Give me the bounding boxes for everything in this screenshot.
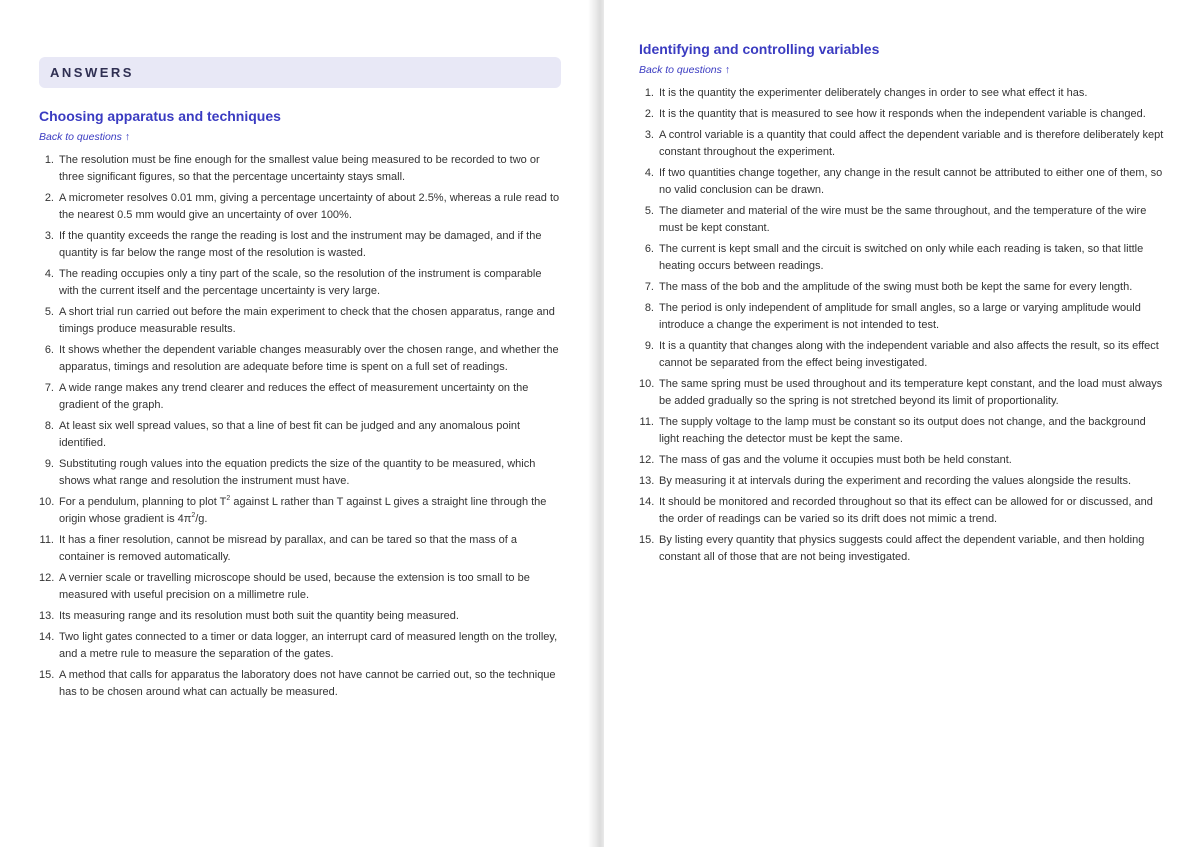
list-item: 6. The current is kept small and the circuit is switched on only while each reading is taken, so that little heating occurs between readings. (644, 243, 1144, 272)
list-item: 5. A short trial run carried out before the main experiment to check that the chosen apparatus, range and timings produce measurable results. (44, 306, 555, 335)
list-item: 4. The reading occupies only a tiny part of the scale, so the resolution of the instrument is comparable with the current itself and the percentage uncertainty is very large. (44, 268, 542, 297)
list-item: 1. The resolution must be fine enough for the smallest value being measured to be recorded to two or three significant figures, so that the percentage uncertainty stays small. (44, 154, 540, 183)
list-item: 12. The mass of gas and the volume it occupies must both be held constant. (639, 454, 1012, 466)
right-page (604, 0, 1200, 847)
list-item: 7. The mass of the bob and the amplitude of the swing must both be kept the same for every length. (644, 281, 1133, 293)
up-arrow-icon: ↑ (724, 64, 731, 76)
up-arrow-icon: ↑ (124, 131, 131, 143)
list-item: 8. At least six well spread values, so that a line of best fit can be judged and any anomalous point identified. (44, 420, 521, 449)
left-page (0, 0, 596, 847)
back-to-questions-link[interactable] (39, 131, 130, 143)
answers-banner: ANSWERS (39, 57, 561, 88)
list-item: 7. A wide range makes any trend clearer and reduces the effect of measurement uncertainty on the gradient of the graph. (44, 382, 529, 411)
list-item: 15. A method that calls for apparatus the laboratory does not have cannot be carried out, so the technique has to be chosen around what can actually be measured. (39, 669, 556, 698)
answer-list-apparatus (39, 152, 561, 701)
back-link-label: Back to questions (639, 64, 722, 76)
list-item: 2. A micrometer resolves 0.01 mm, giving a percentage uncertainty of about 2.5%, whereas a rule read to the nearest 0.5 mm would give an uncertainty of over 100%. (44, 192, 560, 221)
list-item: 13. By measuring it at intervals during the experiment and recording the values alongside the results. (639, 475, 1132, 487)
list-item: 9. Substituting rough values into the equation predicts the size of the quantity to be measured, which shows what range and resolution the instrument must have. (44, 458, 536, 487)
list-item: 4. If two quantities change together, any change in the result cannot be attributed to either one of them, so no valid conclusion can be drawn. (644, 167, 1163, 196)
list-item: 8. The period is only independent of amplitude for small angles, so a large or varying amplitude would introduce a change the experiment is not intended to test. (644, 302, 1141, 331)
list-item: 3. A control variable is a quantity that could affect the dependent variable and is therefore deliberately kept constant throughout the experiment. (644, 129, 1164, 158)
list-item: 1. It is the quantity the experimenter deliberately changes in order to see what effect it has. (644, 87, 1088, 99)
list-item: 12. A vernier scale or travelling microscope should be used, because the extension is too small to be measured with useful precision on a millimetre rule. (39, 572, 530, 601)
list-item: 3. If the quantity exceeds the range the reading is lost and the instrument may be damaged, and if the quantity is far below the range most of the resolution is wasted. (44, 230, 542, 259)
list-item: 15. By listing every quantity that physics suggests could affect the dependent variable, and then holding constant all of those that are not being investigated. (639, 534, 1145, 563)
list-item: 14. It should be monitored and recorded throughout so that its effect can be allowed for or discussed, and the order of readings can be varied so its drift does not mimic a trend. (639, 496, 1153, 525)
list-item: 14. Two light gates connected to a timer or data logger, an interrupt card of measured length on the trolley, and a metre rule to measure the separation of the gates. (39, 631, 558, 660)
list-item: 11. The supply voltage to the lamp must be constant so its output does not change, and the background light reaching the detector must be kept the same. (639, 416, 1146, 445)
back-link-label: Back to questions (39, 131, 122, 143)
list-item: 9. It is a quantity that changes along with the independent variable and also affects the result, so its effect cannot be separated from the effect being investigated. (644, 340, 1159, 369)
section-title-variables: Identifying and controlling variables (639, 41, 880, 57)
list-item: 6. It shows whether the dependent variable changes measurably over the chosen range, and whether the apparatus, timings and resolution are adequate before time is spent on a full set of readings. (44, 344, 559, 373)
list-item: 2. It is the quantity that is measured to see how it responds when the independent variable is changed. (644, 108, 1146, 120)
back-to-questions-link[interactable] (639, 64, 730, 76)
list-item: 11. It has a finer resolution, cannot be misread by parallax, and can be tared so that the mass of a container is removed automatically. (39, 534, 517, 563)
list-item: 5. The diameter and material of the wire must be the same throughout, and the temperature of the wire must be kept constant. (644, 205, 1147, 234)
answer-list-variables (639, 85, 1165, 566)
list-item: 10. The same spring must be used throughout and its temperature kept constant, and the load must always be added gradually so the spring is not stretched beyond its limit of proportionality. (639, 378, 1163, 407)
list-item: 13. Its measuring range and its resolution must both suit the quantity being measured. (39, 610, 459, 622)
section-title-apparatus: Choosing apparatus and techniques (39, 108, 281, 124)
list-item: 10. For a pendulum, planning to plot $T^2$ against L rather than T against L gives a straight line through the origin whose gradient is $4\pi^2/g$. (39, 495, 547, 525)
